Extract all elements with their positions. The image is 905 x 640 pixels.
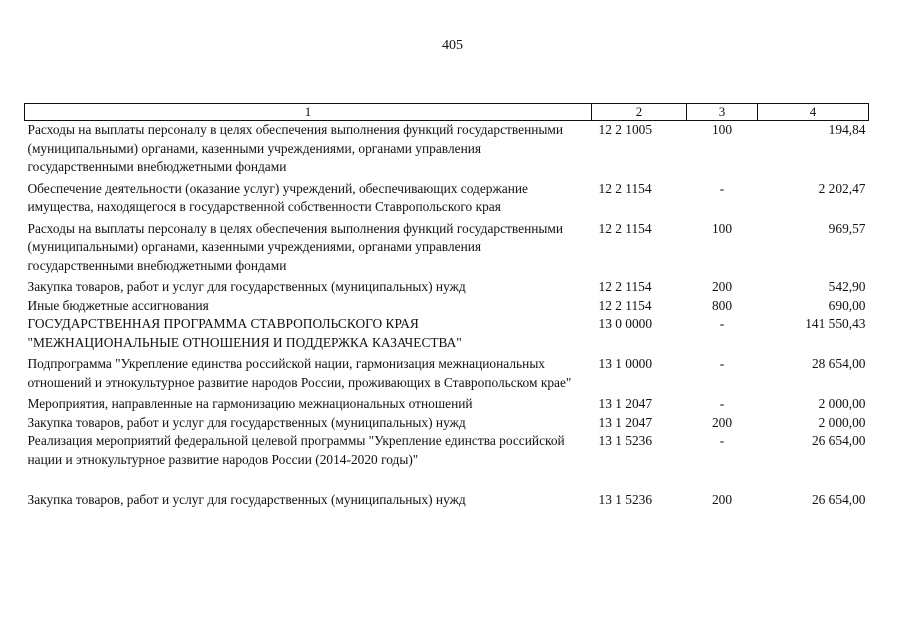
column-header-3: 3 (687, 104, 758, 121)
table-header-row (25, 104, 869, 121)
row-amount: 26 654,00 (811, 433, 866, 448)
row-code: 13 1 0000 (598, 356, 653, 371)
row-code: 12 2 1005 (598, 122, 653, 137)
row-code: 13 1 5236 (598, 492, 653, 507)
row-code: 12 2 1154 (598, 180, 652, 196)
row-amount: 690,00 (828, 297, 866, 313)
row-expense-type: 100 (711, 122, 733, 137)
table-row (25, 315, 869, 352)
row-expense-type: - (719, 433, 725, 448)
table-row (25, 414, 869, 433)
row-code: 13 1 5236 (598, 433, 653, 448)
row-amount: 141 550,43 (805, 316, 866, 331)
table-row (25, 177, 869, 217)
row-expense-type: 200 (711, 414, 733, 430)
row-amount: 194,84 (828, 122, 866, 137)
table-row (25, 121, 869, 177)
column-header-2: 2 (592, 104, 687, 121)
row-code: 13 1 2047 (598, 396, 653, 411)
row-name: Обеспечение деятельности (оказание услуг) учреждений, обеспечивающих содержание имущества, находящегося в государственной собственности Ставропольского края (27, 180, 528, 214)
column-header-1: 1 (25, 104, 592, 121)
row-expense-type: - (719, 316, 725, 331)
row-expense-type: 200 (711, 492, 733, 507)
row-code: 13 1 2047 (598, 414, 653, 430)
row-name: Расходы на выплаты персоналу в целях обеспечения выполнения функций государственными (муниципальными) органами, казенными учреждениями, органами управления государственными внебюджетными фондами (27, 122, 564, 174)
table-row (25, 352, 869, 392)
row-amount: 542,90 (828, 279, 866, 294)
table-row (25, 469, 869, 510)
row-name: Подпрограмма "Укрепление единства российской нации, гармонизация межнациональных отношений и этнокультурное развитие народов России, проживающих в Ставропольском крае" (27, 356, 572, 390)
row-name: Иные бюджетные ассигнования (27, 297, 209, 313)
row-expense-type: - (719, 180, 725, 196)
row-expense-type: 200 (711, 279, 733, 294)
page-number: 405 (442, 38, 463, 53)
row-name: Закупка товаров, работ и услуг для государственных (муниципальных) нужд (27, 414, 466, 430)
table-row (25, 432, 869, 469)
table-row (25, 217, 869, 276)
row-code: 12 2 1154 (598, 220, 652, 236)
row-amount: 2 000,00 (818, 396, 866, 411)
row-amount: 2 202,47 (818, 180, 866, 196)
row-expense-type: 100 (711, 220, 733, 236)
row-name: Закупка товаров, работ и услуг для государственных (муниципальных) нужд (27, 492, 466, 507)
table-row (25, 392, 869, 414)
table-row (25, 297, 869, 316)
row-amount: 2 000,00 (818, 414, 866, 430)
row-code: 12 2 1154 (598, 279, 652, 294)
row-expense-type: - (719, 356, 725, 371)
row-code: 13 0 0000 (598, 316, 653, 331)
row-expense-type: 800 (711, 297, 733, 313)
column-header-4: 4 (758, 104, 869, 121)
row-amount: 28 654,00 (811, 356, 866, 371)
row-amount: 26 654,00 (811, 492, 866, 507)
budget-table (24, 103, 869, 510)
row-name: Закупка товаров, работ и услуг для государственных (муниципальных) нужд (27, 279, 466, 294)
row-name: Расходы на выплаты персоналу в целях обеспечения выполнения функций государственными (муниципальными) органами, казенными учреждениями, органами управления государственными внебюджетными фондами (27, 220, 564, 273)
row-code: 12 2 1154 (598, 297, 652, 313)
table-row (25, 275, 869, 297)
row-amount: 969,57 (828, 220, 866, 236)
row-name: Мероприятия, направленные на гармонизацию межнациональных отношений (27, 396, 473, 411)
row-name: Реализация мероприятий федеральной целевой программы "Укрепление единства российской нации и этнокультурное развитие народов России (2014-2020 годы)" (27, 433, 565, 467)
row-expense-type: - (719, 396, 725, 411)
row-name: ГОСУДАРСТВЕННАЯ ПРОГРАММА СТАВРОПОЛЬСКОГО КРАЯ "МЕЖНАЦИОНАЛЬНЫЕ ОТНОШЕНИЯ И ПОДДЕРЖКА КАЗАЧЕСТВА" (27, 316, 462, 350)
